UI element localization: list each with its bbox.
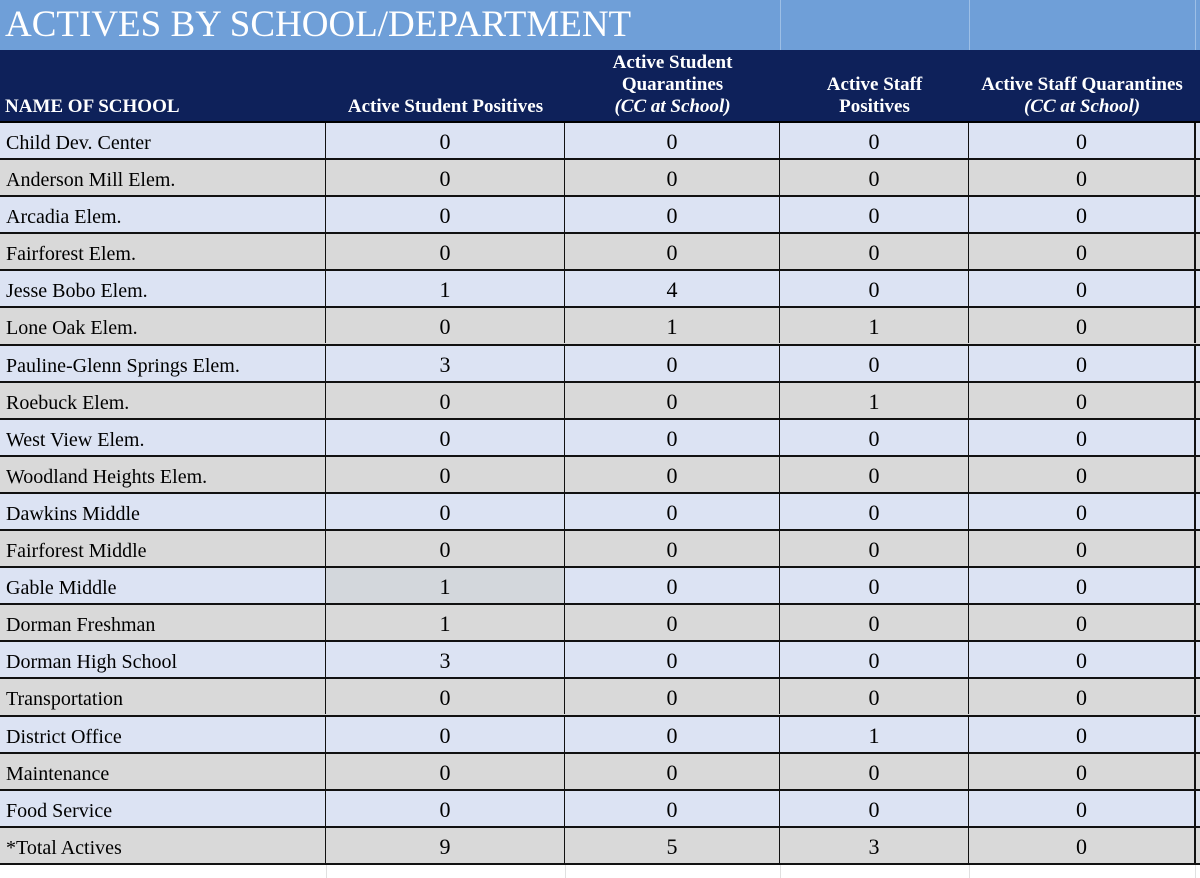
sheet-title: ACTIVES BY SCHOOL/DEPARTMENT: [5, 4, 632, 45]
school-name-cell[interactable]: West View Elem.: [0, 420, 326, 455]
next-column-cell[interactable]: [1195, 605, 1200, 640]
next-column-cell[interactable]: [1195, 160, 1200, 195]
student-quarantines-cell[interactable]: 1: [565, 308, 780, 343]
table-row: [0, 234, 1200, 271]
school-name-cell[interactable]: Arcadia Elem.: [0, 197, 326, 232]
header-active-staff-positives[interactable]: Active Staff Positives: [826, 74, 923, 117]
staff-quarantines-cell[interactable]: 0: [969, 754, 1195, 789]
staff-quarantines-cell[interactable]: 0: [969, 308, 1195, 343]
staff-positives-cell[interactable]: 0: [780, 457, 969, 492]
staff-positives-cell[interactable]: 0: [780, 123, 969, 158]
student-quarantines-cell[interactable]: 0: [565, 531, 780, 566]
school-name-cell[interactable]: Food Service: [0, 791, 326, 826]
school-name-cell[interactable]: Pauline-Glenn Springs Elem.: [0, 346, 326, 381]
table-row: [0, 717, 1200, 754]
school-name-cell[interactable]: *Total Actives: [0, 828, 326, 863]
student-quarantines-cell[interactable]: 0: [565, 605, 780, 640]
student-quarantines-cell[interactable]: 0: [565, 568, 780, 603]
table-row: [0, 271, 1200, 308]
student-positives-cell[interactable]: 0: [326, 754, 565, 789]
staff-quarantines-cell[interactable]: 0: [969, 494, 1195, 529]
staff-positives-cell[interactable]: 0: [780, 642, 969, 677]
school-name-cell[interactable]: Fairforest Middle: [0, 531, 326, 566]
student-quarantines-cell[interactable]: 0: [565, 717, 780, 752]
table-row: [0, 197, 1200, 234]
staff-quarantines-cell[interactable]: 0: [969, 160, 1195, 195]
student-positives-cell[interactable]: 0: [326, 308, 565, 343]
table-row: [0, 346, 1200, 383]
staff-positives-cell[interactable]: 0: [780, 568, 969, 603]
header-active-student-positives[interactable]: Active Student Positives: [347, 96, 544, 117]
student-positives-cell[interactable]: 1: [326, 271, 565, 306]
next-column-cell[interactable]: [1195, 123, 1200, 158]
student-positives-cell[interactable]: 0: [326, 420, 565, 455]
staff-positives-cell[interactable]: 3: [780, 828, 969, 863]
column-header-row: [0, 50, 1200, 123]
staff-quarantines-cell[interactable]: 0: [969, 568, 1195, 603]
student-positives-cell[interactable]: 0: [326, 494, 565, 529]
empty-row-strip: [0, 865, 1200, 878]
staff-positives-cell[interactable]: 0: [780, 160, 969, 195]
student-quarantines-cell[interactable]: 0: [565, 754, 780, 789]
staff-positives-cell[interactable]: 1: [780, 717, 969, 752]
next-column-cell[interactable]: [1195, 420, 1200, 455]
next-column-cell[interactable]: [1195, 197, 1200, 232]
staff-quarantines-cell[interactable]: 0: [969, 420, 1195, 455]
staff-quarantines-cell[interactable]: 0: [969, 717, 1195, 752]
table-row: [0, 457, 1200, 494]
staff-positives-cell[interactable]: 0: [780, 494, 969, 529]
school-name-cell[interactable]: Woodland Heights Elem.: [0, 457, 326, 492]
staff-quarantines-cell[interactable]: 0: [969, 828, 1195, 863]
table-body: [0, 123, 1200, 865]
school-name-cell[interactable]: Lone Oak Elem.: [0, 308, 326, 343]
student-positives-cell[interactable]: 0: [326, 531, 565, 566]
next-column-cell[interactable]: [1195, 791, 1200, 826]
student-quarantines-cell[interactable]: 0: [565, 123, 780, 158]
student-positives-cell[interactable]: 1: [326, 568, 565, 603]
school-name-cell[interactable]: District Office: [0, 717, 326, 752]
staff-positives-cell[interactable]: 1: [780, 383, 969, 418]
header-name-of-school[interactable]: NAME OF SCHOOL: [5, 96, 180, 117]
student-quarantines-cell[interactable]: 0: [565, 457, 780, 492]
next-column-cell[interactable]: [1195, 308, 1200, 343]
student-positives-cell[interactable]: 3: [326, 642, 565, 677]
table-row: [0, 754, 1200, 791]
student-positives-cell[interactable]: 0: [326, 457, 565, 492]
staff-positives-cell[interactable]: 0: [780, 346, 969, 381]
school-name-cell[interactable]: Child Dev. Center: [0, 123, 326, 158]
next-column-cell[interactable]: [1195, 642, 1200, 677]
staff-positives-cell[interactable]: 0: [780, 197, 969, 232]
next-column-cell[interactable]: [1195, 457, 1200, 492]
table-row: [0, 531, 1200, 568]
student-positives-cell[interactable]: 0: [326, 679, 565, 714]
student-quarantines-cell[interactable]: 0: [565, 346, 780, 381]
student-quarantines-cell[interactable]: 0: [565, 420, 780, 455]
table-row: [0, 494, 1200, 531]
staff-positives-cell[interactable]: 0: [780, 420, 969, 455]
student-positives-cell[interactable]: 9: [326, 828, 565, 863]
staff-positives-cell[interactable]: 0: [780, 271, 969, 306]
student-positives-cell[interactable]: 0: [326, 197, 565, 232]
table-row: [0, 160, 1200, 197]
staff-quarantines-cell[interactable]: 0: [969, 197, 1195, 232]
student-quarantines-cell[interactable]: 4: [565, 271, 780, 306]
student-quarantines-cell[interactable]: 0: [565, 494, 780, 529]
student-quarantines-cell[interactable]: 0: [565, 791, 780, 826]
student-positives-cell[interactable]: 0: [326, 234, 565, 269]
table-row: [0, 568, 1200, 605]
staff-quarantines-cell[interactable]: 0: [969, 383, 1195, 418]
next-column-cell[interactable]: [1195, 717, 1200, 752]
staff-positives-cell[interactable]: 0: [780, 754, 969, 789]
staff-quarantines-cell[interactable]: 0: [969, 531, 1195, 566]
next-column-cell[interactable]: [1195, 531, 1200, 566]
next-column-cell[interactable]: [1195, 568, 1200, 603]
table-row: [0, 383, 1200, 420]
student-positives-cell[interactable]: 1: [326, 605, 565, 640]
staff-positives-cell[interactable]: 0: [780, 531, 969, 566]
student-quarantines-cell[interactable]: 0: [565, 197, 780, 232]
staff-positives-cell[interactable]: 0: [780, 605, 969, 640]
next-column-cell[interactable]: [1195, 346, 1200, 381]
staff-quarantines-cell[interactable]: 0: [969, 679, 1195, 714]
staff-positives-cell[interactable]: 0: [780, 679, 969, 714]
student-positives-cell[interactable]: 0: [326, 160, 565, 195]
next-column-cell[interactable]: [1195, 679, 1200, 714]
student-positives-cell[interactable]: 0: [326, 717, 565, 752]
school-name-cell[interactable]: Dawkins Middle: [0, 494, 326, 529]
student-positives-cell[interactable]: 0: [326, 123, 565, 158]
student-quarantines-cell[interactable]: 0: [565, 160, 780, 195]
staff-quarantines-cell[interactable]: 0: [969, 346, 1195, 381]
staff-quarantines-cell[interactable]: 0: [969, 457, 1195, 492]
next-column-cell[interactable]: [1195, 754, 1200, 789]
table-row: [0, 791, 1200, 828]
school-name-cell[interactable]: Dorman Freshman: [0, 605, 326, 640]
school-name-cell[interactable]: Gable Middle: [0, 568, 326, 603]
staff-positives-cell[interactable]: 1: [780, 308, 969, 343]
student-quarantines-cell[interactable]: 5: [565, 828, 780, 863]
student-positives-cell[interactable]: 3: [326, 346, 565, 381]
table-row: [0, 605, 1200, 642]
table-row: [0, 123, 1200, 160]
student-quarantines-cell[interactable]: 0: [565, 679, 780, 714]
school-name-cell[interactable]: Transportation: [0, 679, 326, 714]
staff-quarantines-cell[interactable]: 0: [969, 642, 1195, 677]
table-row: [0, 642, 1200, 679]
title-band: [0, 0, 1200, 50]
next-column-cell[interactable]: [1195, 494, 1200, 529]
table-row: [0, 679, 1200, 716]
table-row: [0, 828, 1200, 865]
staff-quarantines-cell[interactable]: 0: [969, 791, 1195, 826]
student-quarantines-cell[interactable]: 0: [565, 642, 780, 677]
school-name-cell[interactable]: Dorman High School: [0, 642, 326, 677]
student-positives-cell[interactable]: 0: [326, 383, 565, 418]
next-column-cell[interactable]: [1195, 828, 1200, 863]
staff-positives-cell[interactable]: 0: [780, 234, 969, 269]
next-column-cell[interactable]: [1195, 271, 1200, 306]
school-name-cell[interactable]: Fairforest Elem.: [0, 234, 326, 269]
next-column-cell[interactable]: [1195, 383, 1200, 418]
table-row: [0, 308, 1200, 345]
staff-positives-cell[interactable]: 0: [780, 791, 969, 826]
header-active-staff-quarantines[interactable]: Active Staff Quarantines (CC at School): [981, 74, 1183, 117]
school-name-cell[interactable]: Roebuck Elem.: [0, 383, 326, 418]
table-row: [0, 420, 1200, 457]
next-column-cell[interactable]: [1195, 234, 1200, 269]
school-name-cell[interactable]: Jesse Bobo Elem.: [0, 271, 326, 306]
staff-quarantines-cell[interactable]: 0: [969, 123, 1195, 158]
staff-quarantines-cell[interactable]: 0: [969, 234, 1195, 269]
school-name-cell[interactable]: Anderson Mill Elem.: [0, 160, 326, 195]
staff-quarantines-cell[interactable]: 0: [969, 271, 1195, 306]
student-quarantines-cell[interactable]: 0: [565, 383, 780, 418]
staff-quarantines-cell[interactable]: 0: [969, 605, 1195, 640]
school-name-cell[interactable]: Maintenance: [0, 754, 326, 789]
student-quarantines-cell[interactable]: 0: [565, 234, 780, 269]
student-positives-cell[interactable]: 0: [326, 791, 565, 826]
header-active-student-quarantines[interactable]: Active Student Quarantines (CC at School): [612, 52, 733, 117]
